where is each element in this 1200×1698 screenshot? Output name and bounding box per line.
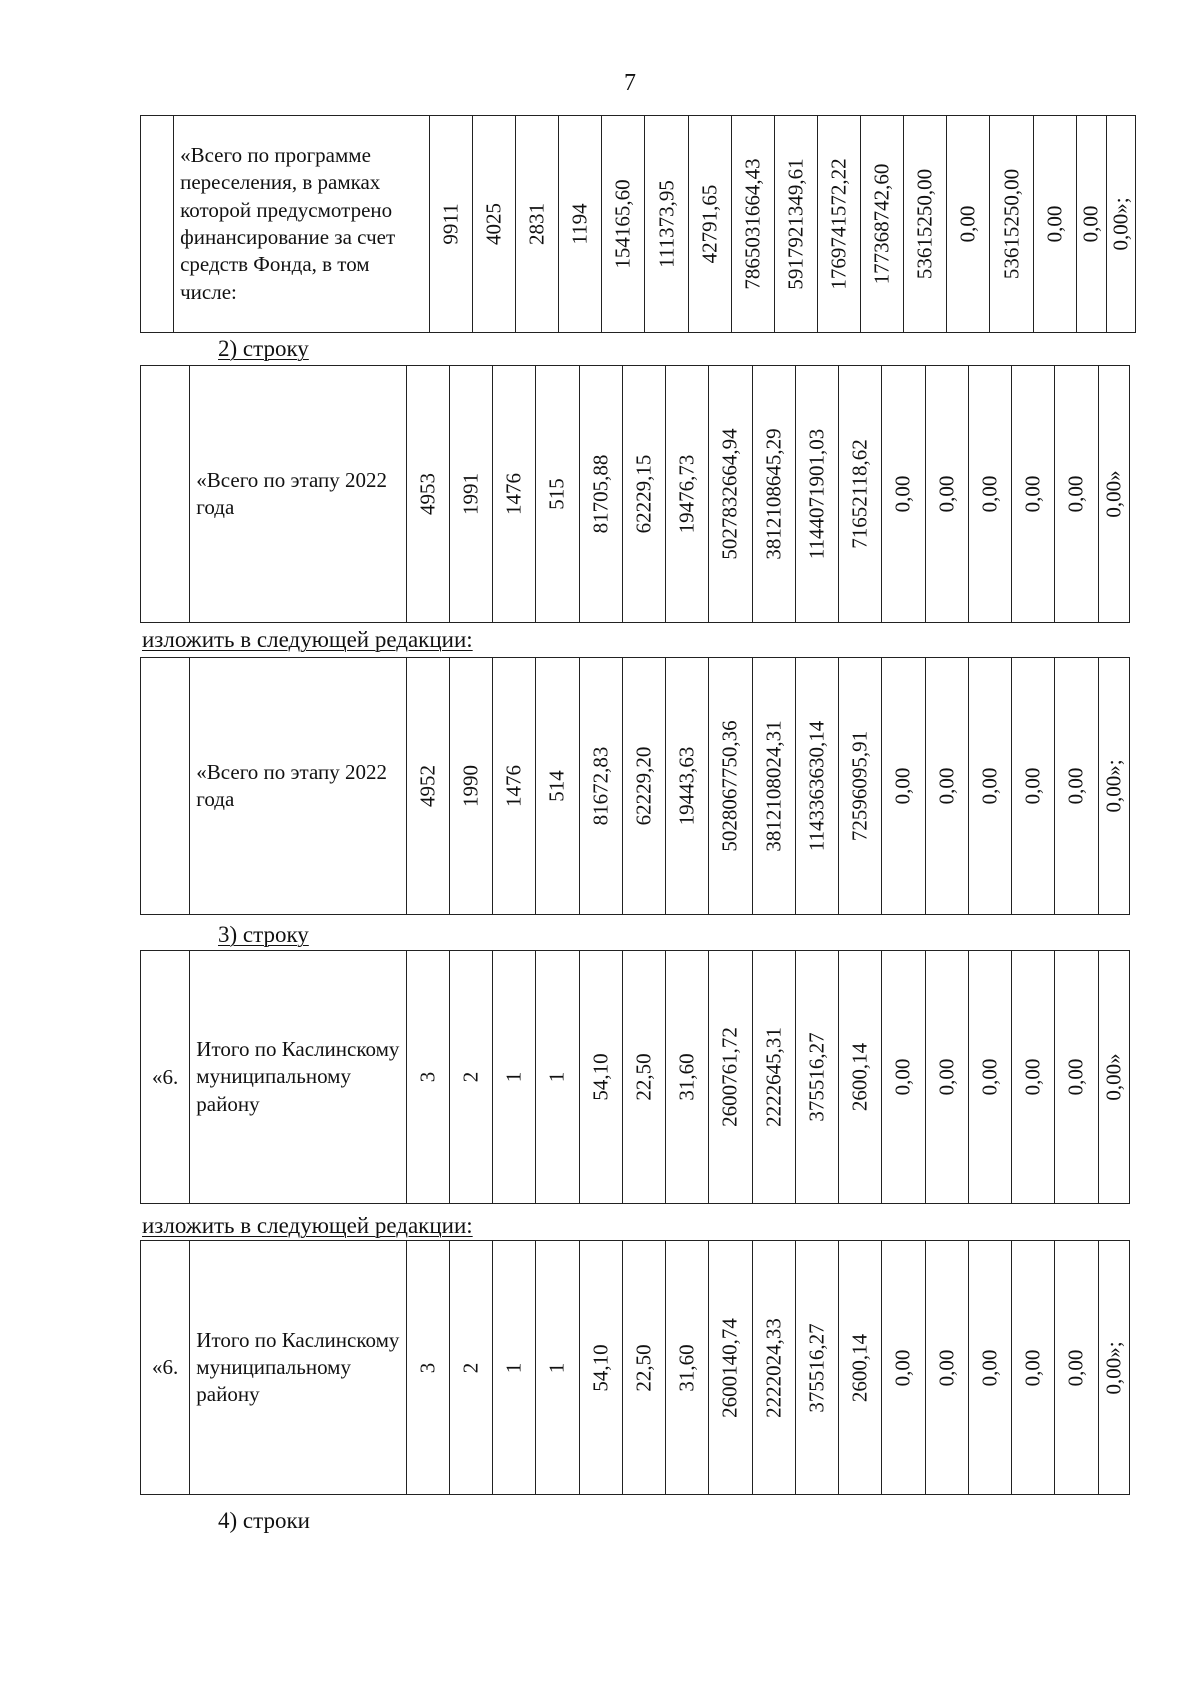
- row-number-cell: [141, 116, 174, 333]
- value-cell: [1055, 1241, 1098, 1495]
- value-cell: [795, 951, 838, 1204]
- row-name-cell: «Всего по программе переселения, в рамках которой предусмотрено финансирование за счет средств Фонда, в том числе:: [174, 116, 430, 333]
- value-cell: [536, 1241, 579, 1495]
- value-text: 1476: [501, 473, 526, 515]
- value-text: 0,00: [1042, 205, 1067, 243]
- value-text: 2: [458, 1362, 483, 1373]
- value-cell: [449, 658, 492, 915]
- value-text: 53615250,00: [999, 168, 1024, 280]
- value-cell: [536, 366, 579, 623]
- row-name-cell: «Всего по этапу 2022 года: [190, 366, 406, 623]
- value-text: 0,00: [1020, 475, 1045, 513]
- value-text: 19476,73: [674, 454, 699, 534]
- value-text: 1: [501, 1071, 526, 1083]
- table-total-program: [140, 115, 1136, 333]
- value-cell: [904, 116, 947, 333]
- value-text: 1: [501, 1362, 526, 1373]
- value-text: 4953: [415, 473, 440, 515]
- table-kasli-old: [140, 950, 1130, 1204]
- value-text: 2: [458, 1071, 483, 1083]
- value-cell: [579, 658, 622, 915]
- value-cell: [1012, 366, 1055, 623]
- value-text: 0,00»;: [1101, 759, 1126, 813]
- value-text: 1144071901,03: [804, 428, 829, 560]
- value-cell: [449, 951, 492, 1204]
- row-number-cell: «6.: [141, 1241, 190, 1495]
- value-cell: [493, 1241, 536, 1495]
- value-text: 5027832664,94: [717, 428, 742, 560]
- value-cell: [731, 116, 774, 333]
- value-cell: [925, 658, 968, 915]
- value-text: 0,00: [955, 205, 980, 243]
- value-text: 0,00: [1063, 475, 1088, 513]
- value-cell: [882, 658, 925, 915]
- value-text: 4952: [415, 765, 440, 807]
- value-cell: [406, 951, 449, 1204]
- caption-new-edition-3: изложить в следующей редакции:: [142, 1213, 473, 1238]
- value-cell: [968, 366, 1011, 623]
- value-cell: [752, 1241, 795, 1495]
- value-text: 1990: [458, 765, 483, 807]
- value-text: 111373,95: [654, 180, 679, 268]
- caption-row-2: 2) строку: [218, 336, 309, 361]
- value-cell: [839, 366, 882, 623]
- value-text: 375516,27: [804, 1322, 829, 1413]
- value-cell: [536, 658, 579, 915]
- page-number: 7: [624, 70, 636, 96]
- value-cell: [925, 366, 968, 623]
- value-text: 2600140,74: [717, 1317, 742, 1418]
- value-cell: [579, 366, 622, 623]
- value-text: 0,00: [977, 475, 1002, 513]
- value-text: 1476: [501, 765, 526, 807]
- value-cell: [429, 116, 472, 333]
- value-cell: [882, 366, 925, 623]
- value-text: 81705,88: [588, 454, 613, 534]
- value-cell: [839, 1241, 882, 1495]
- value-cell: [449, 1241, 492, 1495]
- value-text: 19443,63: [674, 746, 699, 826]
- value-cell: [817, 116, 860, 333]
- value-cell: [752, 658, 795, 915]
- value-cell: [493, 658, 536, 915]
- value-cell: [839, 658, 882, 915]
- value-cell: [1098, 1241, 1129, 1495]
- value-text: 5917921349,61: [783, 158, 808, 290]
- value-text: 22,50: [631, 1343, 656, 1392]
- value-text: 0,00: [890, 475, 915, 513]
- value-cell: [579, 1241, 622, 1495]
- row-name-cell: «Всего по этапу 2022 года: [190, 658, 406, 915]
- value-text: 3: [415, 1362, 440, 1373]
- value-text: 42791,65: [697, 184, 722, 264]
- value-cell: [579, 951, 622, 1204]
- value-text: 515: [544, 478, 569, 510]
- value-cell: [622, 658, 665, 915]
- value-text: 2831: [524, 203, 549, 245]
- value-text: 72596095,91: [847, 730, 872, 842]
- value-cell: [990, 116, 1033, 333]
- row-number-cell: [141, 658, 190, 915]
- value-text: 0,00»;: [1101, 1340, 1126, 1395]
- value-text: 7865031664,43: [740, 158, 765, 290]
- value-text: 1: [544, 1362, 569, 1373]
- value-text: 3: [415, 1071, 440, 1083]
- value-text: 1: [544, 1071, 569, 1083]
- value-cell: [406, 1241, 449, 1495]
- value-cell: [752, 366, 795, 623]
- value-text: 5028067750,36: [717, 720, 742, 852]
- row-name-cell: Итого по Каслинскому муниципальному району: [190, 951, 406, 1204]
- value-cell: [1106, 116, 1135, 333]
- value-text: 0,00: [1063, 767, 1088, 805]
- value-cell: [882, 1241, 925, 1495]
- value-cell: [622, 1241, 665, 1495]
- value-cell: [536, 951, 579, 1204]
- value-cell: [1055, 658, 1098, 915]
- value-cell: [493, 366, 536, 623]
- value-text: 0,00: [1020, 1349, 1045, 1386]
- value-text: 0,00: [890, 767, 915, 805]
- value-text: 0,00: [1063, 1058, 1088, 1096]
- value-cell: [666, 658, 709, 915]
- caption-row-3: 3) строку: [218, 922, 309, 947]
- value-cell: [406, 366, 449, 623]
- value-cell: [645, 116, 688, 333]
- value-text: 2600761,72: [717, 1027, 742, 1127]
- table-stage-2022-old: [140, 365, 1130, 623]
- value-text: 2222024,33: [761, 1317, 786, 1418]
- value-cell: [968, 951, 1011, 1204]
- value-text: 22,50: [631, 1053, 656, 1101]
- value-text: 154165,60: [610, 179, 635, 269]
- value-cell: [861, 116, 904, 333]
- value-cell: [709, 951, 752, 1204]
- value-cell: [1098, 366, 1129, 623]
- value-text: 0,00: [890, 1058, 915, 1096]
- value-text: 177368742,60: [869, 163, 894, 285]
- value-cell: [666, 1241, 709, 1495]
- value-text: 0,00»: [1101, 470, 1126, 518]
- value-cell: [559, 116, 602, 333]
- value-text: 53615250,00: [912, 168, 937, 280]
- value-text: 54,10: [588, 1053, 613, 1101]
- value-cell: [1055, 366, 1098, 623]
- value-cell: [882, 951, 925, 1204]
- value-cell: [1012, 658, 1055, 915]
- value-cell: [666, 951, 709, 1204]
- caption-rows-4: 4) строки: [218, 1508, 310, 1533]
- value-text: 0,00: [934, 475, 959, 513]
- value-cell: [493, 951, 536, 1204]
- value-text: 54,10: [588, 1343, 613, 1392]
- value-text: 2222645,31: [761, 1027, 786, 1127]
- value-cell: [1076, 116, 1106, 333]
- value-cell: [1033, 116, 1076, 333]
- value-text: 375516,27: [804, 1032, 829, 1122]
- value-text: 0,00: [934, 1349, 959, 1386]
- value-text: 71652118,62: [847, 439, 872, 549]
- value-cell: [709, 1241, 752, 1495]
- value-cell: [795, 366, 838, 623]
- value-text: 0,00: [977, 1058, 1002, 1096]
- value-text: 3812108024,31: [761, 720, 786, 852]
- value-text: 9911: [438, 203, 463, 245]
- table-kasli-new: [140, 1240, 1130, 1495]
- table-stage-2022-new: [140, 657, 1130, 915]
- value-text: 0,00: [977, 1349, 1002, 1386]
- value-cell: [622, 951, 665, 1204]
- value-text: 0,00: [1078, 205, 1103, 243]
- value-cell: [709, 658, 752, 915]
- value-cell: [622, 366, 665, 623]
- value-cell: [968, 658, 1011, 915]
- row-number-cell: [141, 366, 190, 623]
- value-text: 1143363630,14: [804, 720, 829, 852]
- value-cell: [516, 116, 559, 333]
- value-text: 62229,15: [631, 454, 656, 534]
- value-cell: [795, 1241, 838, 1495]
- value-cell: [1098, 658, 1129, 915]
- value-cell: [472, 116, 515, 333]
- value-cell: [709, 366, 752, 623]
- value-text: 4025: [481, 203, 506, 245]
- value-text: 2600,14: [847, 1042, 872, 1112]
- value-cell: [839, 951, 882, 1204]
- value-cell: [925, 1241, 968, 1495]
- value-text: 81672,83: [588, 746, 613, 826]
- value-text: 0,00: [934, 767, 959, 805]
- value-text: 3812108645,29: [761, 428, 786, 560]
- value-text: 0,00: [890, 1349, 915, 1386]
- value-text: 0,00: [1063, 1349, 1088, 1386]
- value-cell: [774, 116, 817, 333]
- value-text: 0,00: [1020, 767, 1045, 805]
- value-cell: [449, 366, 492, 623]
- value-text: 2600,14: [847, 1333, 872, 1402]
- value-text: 0,00: [1020, 1058, 1045, 1096]
- value-cell: [795, 658, 838, 915]
- value-cell: [602, 116, 645, 333]
- value-text: 1769741572,22: [826, 158, 851, 290]
- value-text: 1194: [567, 203, 592, 245]
- caption-new-edition-2: изложить в следующей редакции:: [142, 627, 473, 652]
- value-cell: [1012, 1241, 1055, 1495]
- value-cell: [1098, 951, 1129, 1204]
- value-text: 0,00»;: [1108, 197, 1133, 251]
- row-number-cell: «6.: [141, 951, 190, 1204]
- value-cell: [947, 116, 990, 333]
- value-cell: [406, 658, 449, 915]
- value-cell: [925, 951, 968, 1204]
- value-text: 514: [544, 770, 569, 802]
- value-cell: [752, 951, 795, 1204]
- value-cell: [1012, 951, 1055, 1204]
- value-cell: [1055, 951, 1098, 1204]
- value-text: 31,60: [674, 1053, 699, 1101]
- value-text: 62229,20: [631, 746, 656, 826]
- value-cell: [666, 366, 709, 623]
- value-text: 0,00: [977, 767, 1002, 805]
- value-text: 0,00: [934, 1058, 959, 1096]
- row-name-cell: Итого по Каслинскому муниципальному району: [190, 1241, 406, 1495]
- value-text: 1991: [458, 473, 483, 515]
- value-text: 0,00»: [1101, 1053, 1126, 1101]
- value-cell: [688, 116, 731, 333]
- value-text: 31,60: [674, 1343, 699, 1392]
- value-cell: [968, 1241, 1011, 1495]
